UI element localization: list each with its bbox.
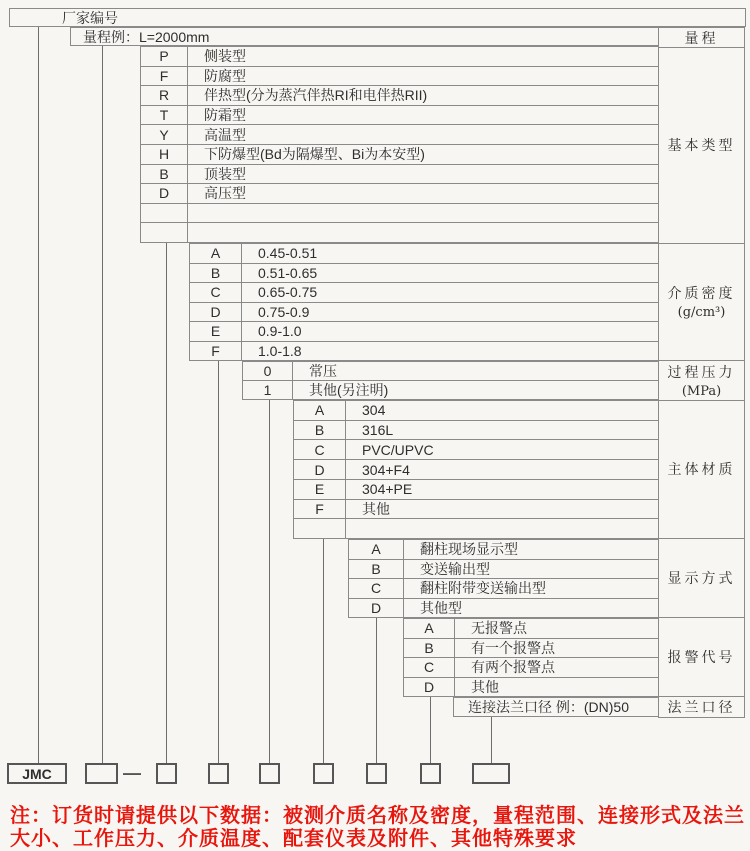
connector-line-model [38,27,39,763]
display-mode-row [349,599,658,618]
basic-type-row-empty [141,204,658,224]
desc-cell: 有两个报警点 [471,659,555,676]
code-cell: B [404,639,455,658]
basic-type-row [141,125,658,145]
flange-row [453,697,658,717]
code-cell: A [349,540,404,559]
code-box-material [313,763,334,784]
desc-cell: 0.9-1.0 [258,323,302,340]
code-cell: R [141,86,188,105]
desc-cell: 顶装型 [204,165,246,182]
code-cell: D [349,599,404,618]
desc-cell: 0.45-0.51 [258,245,318,262]
desc-cell: 其他(另注明) [309,382,389,398]
code-cell: C [349,579,404,598]
material-row [294,500,658,520]
density-row [190,342,658,361]
desc-cell [188,223,658,242]
material-row [294,401,658,421]
code-cell: D [404,678,455,697]
desc-cell: 0.51-0.65 [258,264,318,281]
connector-line-material [323,539,324,763]
section-label-basic-type [659,48,744,244]
desc-cell: 高压型 [204,185,246,202]
basic-type-row [141,106,658,126]
flange-desc: 连接法兰口径 例：(DN)50 [468,699,630,715]
connector-line-display-mode [376,618,377,763]
code-cell: Y [141,125,188,144]
dash-text: — [123,763,141,783]
code-box-alarm [420,763,441,784]
label-text: 报警代号 [667,649,736,666]
code-box-range [85,763,118,784]
display-mode-row [349,540,658,560]
code-box-basic-type [156,763,177,784]
connector-line-pressure [269,400,270,763]
label-unit-text: (g/cm³) [677,305,726,321]
code-cell: E [294,480,346,499]
code-cell: C [404,658,455,677]
code-cell: B [294,421,346,440]
basic-type-row [141,184,658,204]
density-table [189,243,658,361]
density-row [190,264,658,284]
model-text: JMC [22,765,52,782]
code-box-pressure [259,763,280,784]
connector-line-flange [491,717,492,763]
section-label-alarm [659,618,744,697]
pressure-row [243,381,658,399]
section-label-density [659,244,744,362]
desc-cell [188,204,658,223]
code-cell: C [190,283,242,302]
basic-type-row [141,47,658,67]
model-separator-dash [118,763,146,784]
section-label-pressure [659,361,744,401]
desc-cell: 其他 [471,678,499,695]
range-example-label: 量程例：L=2000mm [83,28,210,45]
desc-cell: 304+F4 [362,461,410,478]
label-text: 主体材质 [667,462,736,479]
section-label-range [659,28,744,48]
desc-cell: 304+PE [362,481,413,498]
code-cell: 0 [243,362,293,380]
label-text: 介质密度 [667,286,736,303]
range-example-box [70,27,658,46]
density-row [190,322,658,342]
basic-type-row [141,67,658,87]
code-cell: F [190,342,242,361]
code-cell: A [190,244,242,263]
basic-type-row [141,145,658,165]
label-text: 显示方式 [667,570,736,587]
label-text: 量程 [684,30,719,47]
basic-type-table [140,46,658,243]
basic-type-row [141,165,658,185]
desc-cell: 其他型 [420,599,462,616]
material-row-empty [294,519,658,538]
factory-no-label: 厂家编号 [62,9,118,26]
code-cell: C [294,440,346,459]
alarm-row [404,639,658,659]
desc-cell: 其他 [362,500,390,517]
section-label-column [658,27,745,718]
label-text: 法兰口径 [667,700,736,716]
desc-cell: 变送输出型 [420,560,490,577]
alarm-row [404,658,658,678]
desc-cell: 下防爆型(Bd为隔爆型、Bi为本安型) [204,146,425,163]
code-cell: A [404,619,455,638]
basic-type-row-empty [141,223,658,242]
desc-cell: 翻柱附带变送输出型 [420,580,546,597]
code-cell: B [349,560,404,579]
label-text: 基本类型 [667,138,736,155]
desc-cell: 常压 [309,363,337,379]
alarm-table [403,618,658,697]
display-mode-row [349,579,658,599]
code-cell: A [294,401,346,420]
code-cell: T [141,106,188,125]
desc-cell: PVC/UPVC [362,441,434,458]
desc-cell: 0.75-0.9 [258,303,310,320]
desc-cell: 翻柱现场显示型 [420,541,518,558]
density-row [190,303,658,323]
code-cell: B [190,264,242,283]
alarm-row [404,678,658,697]
pressure-row [243,362,658,381]
material-row [294,480,658,500]
desc-cell: 有一个报警点 [471,639,555,656]
material-row [294,421,658,441]
material-row [294,440,658,460]
pressure-table [242,361,658,400]
desc-cell: 0.65-0.75 [258,284,318,301]
code-cell: 1 [243,381,293,399]
code-cell: P [141,47,188,66]
code-cell: F [294,500,346,519]
code-cell: D [294,460,346,479]
display-mode-table [348,539,658,618]
code-cell: D [141,184,188,203]
density-row [190,283,658,303]
code-box-display-mode [366,763,387,784]
desc-cell: 高温型 [204,126,246,143]
connector-line-range [102,46,103,763]
desc-cell: 316L [362,422,394,439]
section-label-material [659,401,744,539]
code-cell: D [190,303,242,322]
order-note-line-1: 注：订货时请提供以下数据：被测介质名称及密度，量程范围、连接形式及法兰 [10,805,745,827]
code-box-flange [472,763,510,784]
density-row [190,244,658,264]
label-unit-text: (MPa) [681,383,722,399]
factory-no-box [9,8,746,27]
section-label-flange [659,697,744,717]
desc-cell: 1.0-1.8 [258,342,302,359]
code-cell [294,519,346,538]
model-box-jmc [7,763,67,784]
alarm-row [404,619,658,639]
code-cell: F [141,67,188,86]
label-text: 过程压力 [667,364,736,381]
code-cell: B [141,165,188,184]
desc-cell: 防霜型 [204,107,246,124]
desc-cell: 侧装型 [204,48,246,65]
connector-line-alarm [430,697,431,763]
desc-cell: 无报警点 [471,620,527,637]
connector-line-basic-type [166,243,167,763]
desc-cell: 304 [362,402,386,419]
material-row [294,460,658,480]
code-cell [141,223,188,242]
desc-cell: 伴热型(分为蒸汽伴热RI和电伴热RII) [204,87,428,104]
section-label-display-mode [659,539,744,618]
material-table [293,400,658,539]
code-cell [141,204,188,223]
code-box-density [208,763,229,784]
connector-line-density [218,361,219,763]
basic-type-row [141,86,658,106]
desc-cell [346,519,658,538]
desc-cell: 防腐型 [204,67,246,84]
display-mode-row [349,560,658,580]
order-note-line-2: 大小、工作压力、介质温度、配套仪表及附件、其他特殊要求 [10,828,577,850]
code-cell: E [190,322,242,341]
code-cell: H [141,145,188,164]
